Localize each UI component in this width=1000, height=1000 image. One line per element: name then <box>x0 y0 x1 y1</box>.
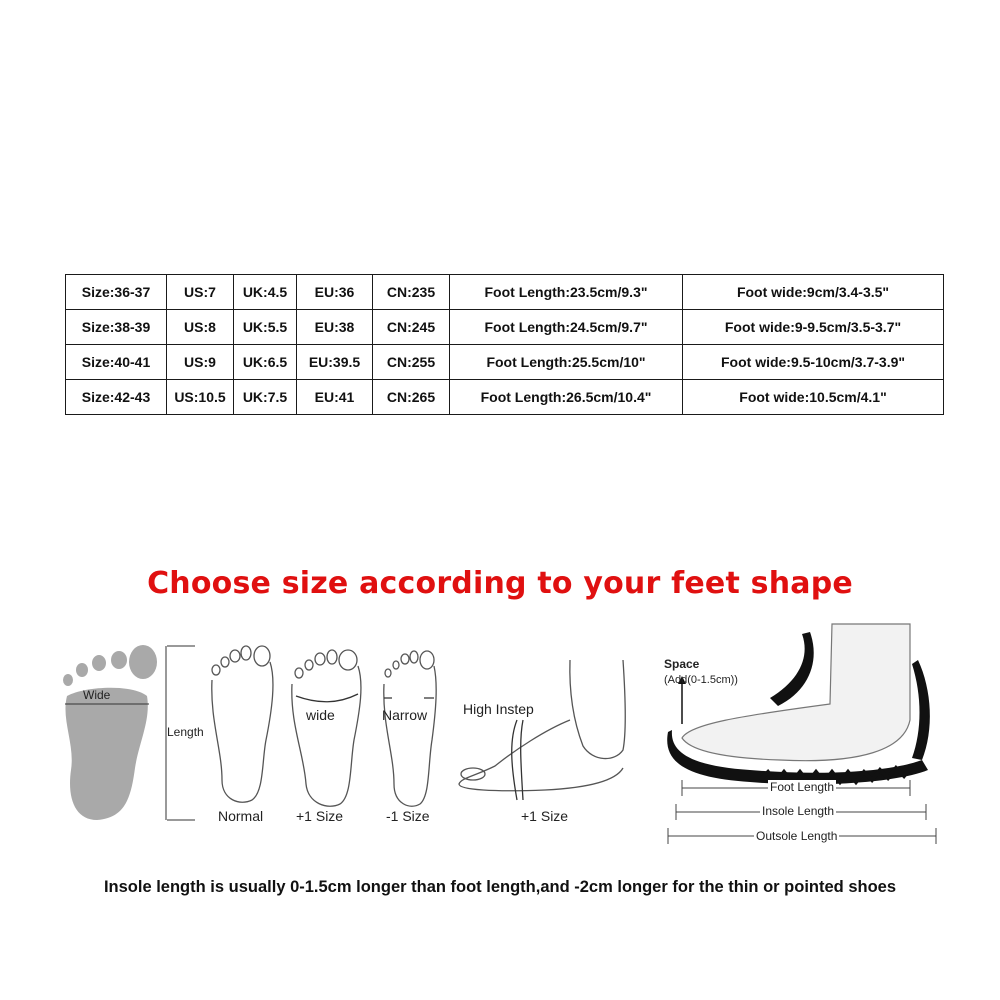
high-instep-size-label: +1 Size <box>521 808 569 824</box>
size-cell: Foot Length:24.5cm/9.7" <box>450 310 683 345</box>
size-cell: EU:41 <box>297 380 373 415</box>
size-table <box>65 274 944 415</box>
size-cell: Size:42-43 <box>66 380 167 415</box>
insole-length-label: Insole Length <box>762 804 835 818</box>
wide-shape-label: wide <box>306 707 335 723</box>
narrow-shape-label: Narrow <box>382 707 428 723</box>
foot-length-label: Foot Length <box>770 780 835 794</box>
size-cell: CN:255 <box>373 345 450 380</box>
narrow-size-label: -1 Size <box>386 808 430 824</box>
gray-foot-icon <box>63 645 157 820</box>
size-cell: Foot Length:23.5cm/9.3" <box>450 275 683 310</box>
size-cell: Size:36-37 <box>66 275 167 310</box>
size-cell: UK:6.5 <box>234 345 297 380</box>
size-cell: CN:265 <box>373 380 450 415</box>
headline: Choose size according to your feet shape <box>147 566 853 601</box>
space-note-label: (Add(0-1.5cm)) <box>664 674 738 686</box>
size-row <box>66 380 944 415</box>
size-cell: EU:38 <box>297 310 373 345</box>
insole-note: Insole length is usually 0-1.5cm longer than foot length,and -2cm longer for the thin or pointed shoes <box>103 878 897 896</box>
narrow-foot-icon <box>384 651 436 806</box>
normal-foot-icon <box>212 646 273 802</box>
size-cell: US:10.5 <box>167 380 234 415</box>
size-cell: US:7 <box>167 275 234 310</box>
size-cell: Foot wide:9cm/3.4-3.5" <box>683 275 944 310</box>
size-cell: Foot wide:9-9.5cm/3.5-3.7" <box>683 310 944 345</box>
wide-size-label: +1 Size <box>296 808 344 824</box>
size-cell: Foot wide:10.5cm/4.1" <box>683 380 944 415</box>
foot-shapes-diagram <box>200 640 450 810</box>
high-instep-diagram <box>455 650 635 810</box>
size-cell: Foot Length:26.5cm/10.4" <box>450 380 683 415</box>
size-table-body <box>66 275 944 415</box>
size-cell: Foot wide:9.5-10cm/3.7-3.9" <box>683 345 944 380</box>
size-cell: UK:5.5 <box>234 310 297 345</box>
size-cell: UK:7.5 <box>234 380 297 415</box>
size-cell: UK:4.5 <box>234 275 297 310</box>
shoe-heel-icon <box>770 632 814 706</box>
high-instep-foot-icon <box>459 660 625 800</box>
size-row <box>66 345 944 380</box>
outsole-length-label: Outsole Length <box>756 829 838 843</box>
wide-label: Wide <box>83 688 111 702</box>
size-cell: EU:36 <box>297 275 373 310</box>
wide-foot-icon <box>292 650 361 806</box>
size-cell: CN:245 <box>373 310 450 345</box>
high-instep-label: High Instep <box>463 701 534 717</box>
size-cell: Size:40-41 <box>66 345 167 380</box>
size-cell: EU:39.5 <box>297 345 373 380</box>
size-row <box>66 310 944 345</box>
normal-shape-label: Normal <box>218 808 264 824</box>
size-row <box>66 275 944 310</box>
size-cell: Size:38-39 <box>66 310 167 345</box>
size-cell: CN:235 <box>373 275 450 310</box>
length-label: Length <box>167 725 204 739</box>
size-cell: US:9 <box>167 345 234 380</box>
space-label: Space <box>664 657 700 671</box>
size-cell: Foot Length:25.5cm/10" <box>450 345 683 380</box>
size-cell: US:8 <box>167 310 234 345</box>
